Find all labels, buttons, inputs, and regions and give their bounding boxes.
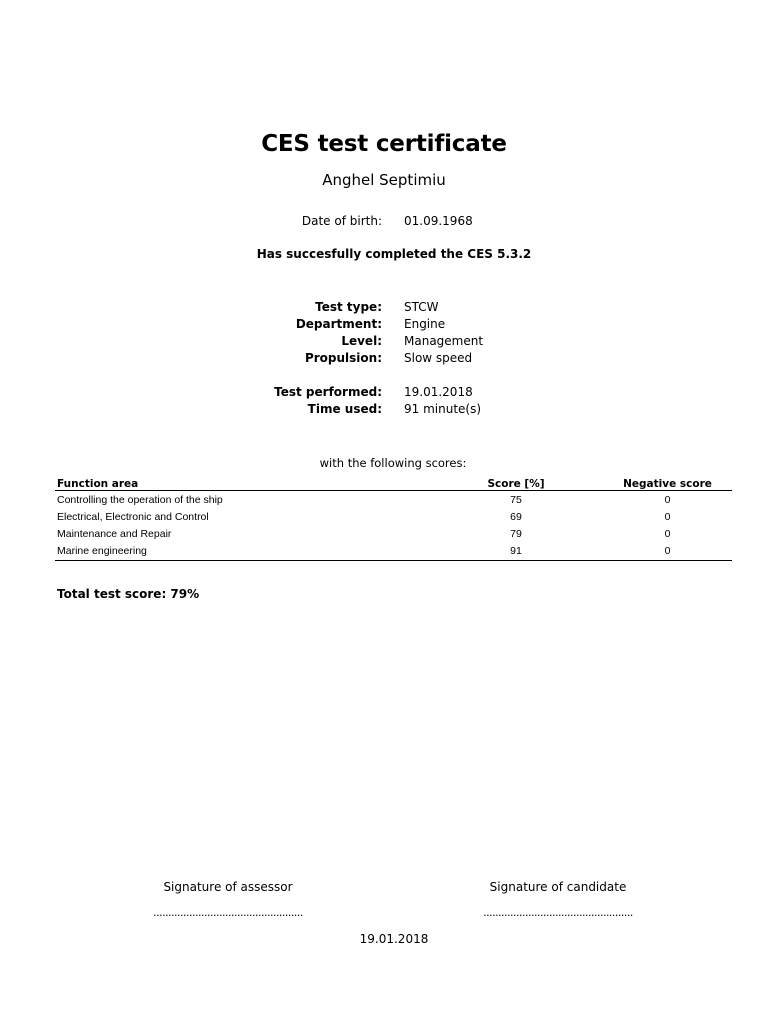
header-negative-score: Negative score <box>603 474 732 491</box>
certificate-title: CES test certificate <box>261 131 507 157</box>
score-cell: 69 <box>510 510 522 523</box>
propulsion-label: Propulsion: <box>304 351 382 365</box>
function-area-cell: Controlling the operation of the ship <box>57 493 223 506</box>
completed-statement: Has succesfully completed the CES 5.3.2 <box>256 247 532 261</box>
table-row <box>55 491 732 509</box>
table-row <box>55 508 732 525</box>
time-used-value: 91 minute(s) <box>404 402 482 416</box>
level-value: Management <box>404 334 484 348</box>
candidate-signature-line: .................................................. <box>483 906 633 919</box>
candidate-name: Anghel Septimiu <box>322 171 446 189</box>
dob-label: Date of birth: <box>301 214 382 228</box>
scores-table <box>55 474 732 561</box>
level-label: Level: <box>341 334 382 348</box>
total-test-score: Total test score: 79% <box>57 587 200 601</box>
negative-score-cell: 0 <box>603 542 732 561</box>
score-cell: 91 <box>429 542 603 561</box>
department-value: Engine <box>404 317 446 331</box>
dob-value: 01.09.1968 <box>404 214 473 228</box>
propulsion-value: Slow speed <box>404 351 473 365</box>
test-performed-value: 19.01.2018 <box>404 385 473 399</box>
table-row <box>55 525 732 542</box>
header-score: Score [%] <box>429 474 603 491</box>
test-type-label: Test type: <box>315 300 382 314</box>
test-type-value: STCW <box>404 300 439 314</box>
negative-score-cell: 0 <box>664 527 671 540</box>
score-cell: 79 <box>510 527 522 540</box>
header-function-area: Function area <box>55 474 429 491</box>
test-performed-label: Test performed: <box>274 385 382 399</box>
function-area-cell: Maintenance and Repair <box>57 527 172 540</box>
table-row <box>55 542 732 561</box>
candidate-signature-label: Signature of candidate <box>489 880 627 894</box>
table-header-row <box>55 474 732 491</box>
function-area-cell: Marine engineering <box>55 542 429 561</box>
function-area-cell: Electrical, Electronic and Control <box>57 510 209 523</box>
score-cell: 75 <box>510 493 522 506</box>
time-used-label: Time used: <box>307 402 382 416</box>
department-label: Department: <box>295 317 382 331</box>
assessor-signature-label: Signature of assessor <box>163 880 293 894</box>
assessor-signature-line: .................................................. <box>153 906 303 919</box>
scores-intro: with the following scores: <box>319 456 467 470</box>
negative-score-cell: 0 <box>664 493 671 506</box>
negative-score-cell: 0 <box>664 510 671 523</box>
signature-date: 19.01.2018 <box>359 932 429 946</box>
